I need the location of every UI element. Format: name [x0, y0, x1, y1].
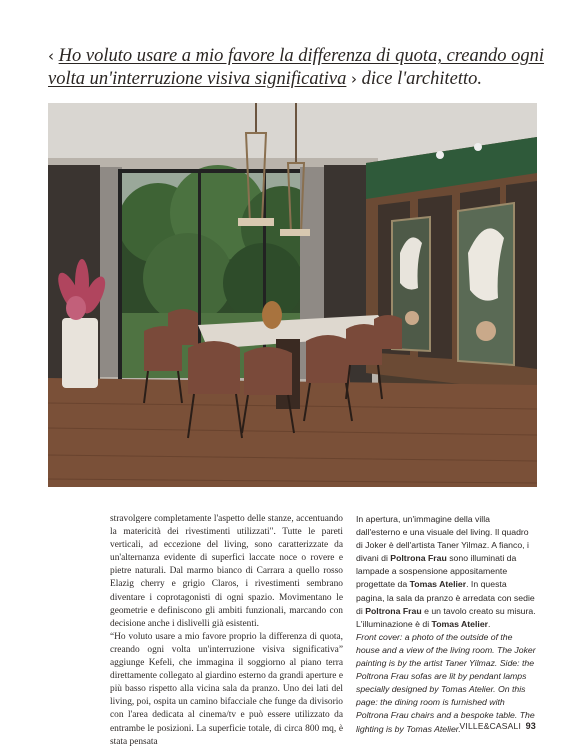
- page-footer: [460, 721, 536, 731]
- body-paragraph-2: “Ho voluto usare a mio favore proprio la differenza di quota, creando ogni volta un'interruzione visiva significativa” aggiunge Kefeli, che immagina il soggiorno al piano terra direttamente collegato al giardino esterno da grandi aperture e più basso rispetto alla vicina sala da pranzo. Uno dei lati del living, poi, ospita un camino bifacciale che funge da divisorio con l'area dedicata al cinema/tv e può essere utilizzato da entrambe le posizioni. La superficie totale, di circa 800 mq, è stata pensata: [110, 631, 343, 747]
- quote-close-mark: ›: [351, 70, 358, 88]
- brand-poltrona-frau: Poltrona Frau: [365, 605, 422, 616]
- caption-italian: In apertura, un'immagine della villa dall'esterno e una visuale del living. Il quadro di Joker è dell'artista Taner Yilmaz. A fianco, i divani di Poltrona Frau sono illuminati da lampade a sospensione appositamente progettate da Tomas Atelier. In questa pagina, la sala da pranzo è arredata con sedie di Poltrona Frau e un tavolo creato su misura. L'illuminazione è di Tomas Atelier.: [356, 514, 536, 629]
- brand-poltrona-frau: Poltrona Frau: [390, 553, 447, 564]
- page-number: 93: [525, 721, 536, 731]
- caption-english: Front cover: a photo of the outside of the house and a view of the living room. The Joker painting is by the artist Taner Yilmaz. Side: the Poltrona Frau sofas are lit by pendant lamps specially designed by Tomas Atelier. On this page: the dining room is furnished with Poltrona Frau chairs and a bespoke table. The lighting is by Tomas Atelier.: [356, 631, 536, 734]
- quote-line-1: Ho voluto usare a mio favore la differenza di quota, creando ogni: [58, 46, 545, 66]
- quote-open-mark: ‹: [48, 47, 54, 65]
- brand-tomas-atelier: Tomas Atelier: [409, 579, 467, 590]
- dining-room-photo: [48, 103, 537, 487]
- pull-quote: [48, 45, 548, 91]
- magazine-name: VILLE&CASALI: [459, 721, 522, 731]
- body-paragraph-1: stravolgere completamente l'aspetto delle stanze, accentuando la matericità dei rivestimenti utilizzati". Tutte le pareti verticali, ad eccezione del living, sono caratterizzate da un'alternanza evidente di superfici laccate noce o rovere e pietre naturali. Dal marmo bianco di Carrara a quello rosso Elazig cherry e grigio Claros, i rivestimenti sembrano diventare i coprotagonisti di ogni spazio. Movimentano le geometrie e definiscono gli ambiti funzionali, marcando con decisione anche i dislivelli già esistenti.: [110, 514, 343, 629]
- quote-attribution: dice l'architetto.: [361, 69, 483, 89]
- quote-line-2: volta un'interruzione visiva significativa: [48, 69, 347, 89]
- brand-tomas-atelier: Tomas Atelier: [431, 618, 489, 629]
- photo-caption: [356, 513, 536, 736]
- body-text-column: [110, 513, 343, 749]
